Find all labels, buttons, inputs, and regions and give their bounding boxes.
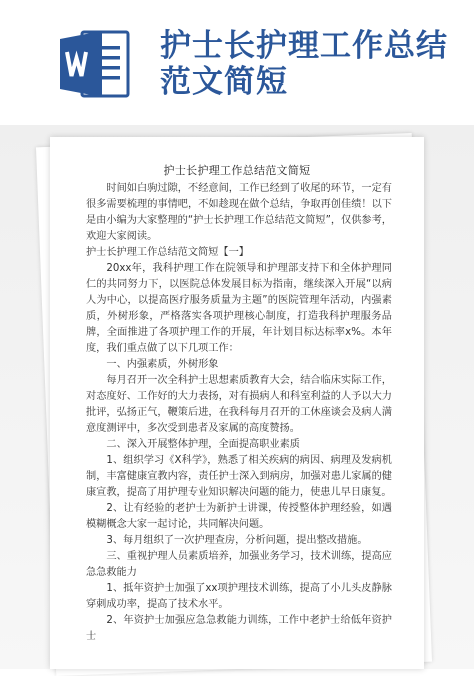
paragraph-intro: 时间如白驹过隙，不经意间，工作已经到了收尾的环节，一定有很多需要梳理的事情吧，不如趁现在做个总结，争取再创佳绩！以下是由小编为大家整理的“护士长护理工作总结范文简短”，仅供参考，欢迎大家阅读。	[86, 183, 392, 242]
subheading: 三、重视护理人员素质培养，加强业务学习，技术训练，提高应急急救能力	[86, 551, 392, 578]
subheading: 二、深入开展整体护理，全面提高职业素质	[106, 439, 300, 450]
subheading: 一、内强素质，外树形象	[106, 359, 219, 370]
paragraph: 20xx年，我科护理工作在院领导和护理部支持下和全体护理同仁的共同努力下，以医院总体发展目标为指南，继续深入开展“以病人为中心，以提高医疗服务质量为主题”的医院管理年活动，内强素质，外树形象，严格落实各项护理核心制度，打造我科护理服务品牌，全面推进了各项护理工作的开展，年计划目标达标率x%。本年度，我们重点做了以下几项工作：	[86, 263, 392, 354]
paragraph: 2、年资护士加强应急急救能力训练，工作中老护士给低年资护士	[86, 615, 392, 642]
section-heading: 护士长护理工作总结范文简短【一】	[86, 247, 249, 258]
page-title: 护士长护理工作总结范文简短	[160, 28, 448, 100]
paragraph: 1、抵年资护士加强了xx项护理技术训练，提高了小儿头皮静脉穿刺成功率，提高了技术水平。	[86, 583, 392, 610]
paragraph: 2、让有经验的老护士为新护士讲课，传授整体护理经验，如遇模糊概念大家一起讨论，共同解决问题。	[86, 503, 392, 530]
paragraph: 1、组织学习《X科学》，熟悉了相关疾病的病因、病理及发病机制，丰富健康宣教内容，责任护士深入到病房，加强对患儿家属的健康宣教，提高了用护理专业知识解决问题的能力，使患儿早日康复。	[86, 455, 392, 498]
word-document-icon	[58, 26, 132, 102]
header-banner	[0, 0, 474, 125]
paragraph: 每月召开一次全科护士思想素质教育大会，结合临床实际工作，对态度好、工作好的大力表扬，对有损病人和科室利益的人予以大力批评，弘扬正气，鞭策后进，在我科每月召开的工休座谈会及病人满意度测评中，多次受到患者及家属的高度赞扬。	[86, 375, 392, 434]
document-page	[50, 137, 424, 669]
paragraph: 3、每月组织了一次护理查房，分析问题，提出整改措施。	[106, 535, 368, 546]
document-body	[86, 181, 392, 645]
document-title: 护士长护理工作总结范文简短	[163, 164, 311, 177]
